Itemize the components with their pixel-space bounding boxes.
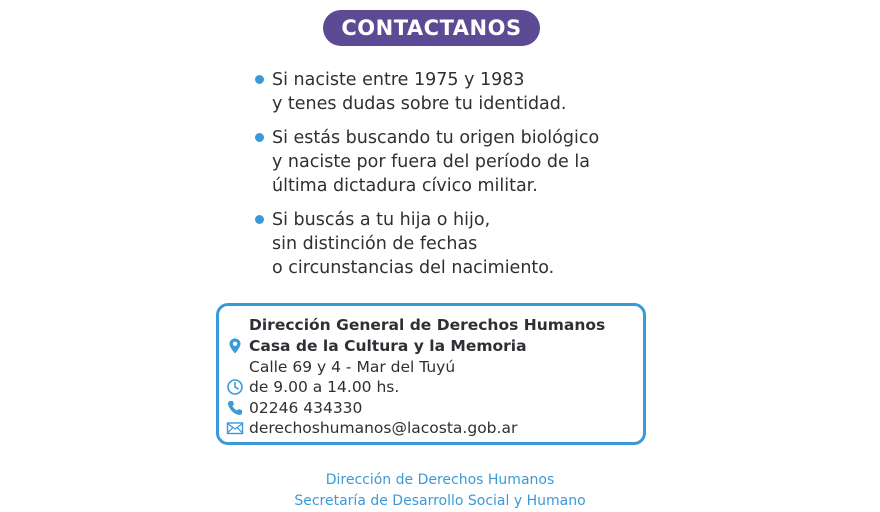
list-item-line: sin distinción de fechas [272, 234, 478, 254]
contact-card [216, 303, 646, 445]
eligibility-list [255, 68, 675, 290]
list-item-line: y naciste por fuera del período de la [272, 152, 590, 172]
email-text: derechoshumanos@lacosta.gob.ar [249, 419, 518, 437]
list-item-line: y tenes dudas sobre tu identidad. [272, 94, 567, 114]
list-item [255, 68, 675, 116]
list-item-line: Si estás buscando tu origen biológico [272, 128, 600, 148]
list-item [255, 126, 675, 198]
phone-text: 02246 434330 [249, 399, 363, 417]
location-pin-icon [226, 337, 244, 355]
contactanos-label: CONTACTANOS [341, 16, 522, 40]
org-name: Dirección General de Derechos Humanos [249, 316, 606, 334]
phone-icon [226, 399, 244, 417]
list-item [255, 208, 675, 280]
bullet-dot-icon [255, 215, 264, 224]
clock-icon [226, 378, 244, 396]
list-item-line: Si buscás a tu hija o hijo, [272, 210, 491, 230]
envelope-icon [226, 419, 244, 437]
hours [249, 377, 399, 397]
phone[interactable] [249, 398, 362, 418]
venue-name-text: Casa de la Cultura y la Memoria [249, 337, 527, 355]
hours-text: de 9.00 a 14.00 hs. [249, 378, 400, 396]
address: Calle 69 y 4 - Mar del Tuyú [249, 358, 456, 376]
footer-secretariat: Secretaría de Desarrollo Social y Humano [294, 493, 586, 509]
bullet-dot-icon [255, 75, 264, 84]
venue-name [249, 336, 527, 356]
list-item-line: última dictadura cívico militar. [272, 176, 538, 196]
list-item-line: Si naciste entre 1975 y 1983 [272, 70, 525, 90]
contactanos-badge [323, 10, 540, 46]
footer-department: Dirección de Derechos Humanos [325, 472, 555, 488]
bullet-dot-icon [255, 133, 264, 142]
email[interactable] [249, 418, 517, 438]
list-item-line: o circunstancias del nacimiento. [272, 258, 555, 278]
